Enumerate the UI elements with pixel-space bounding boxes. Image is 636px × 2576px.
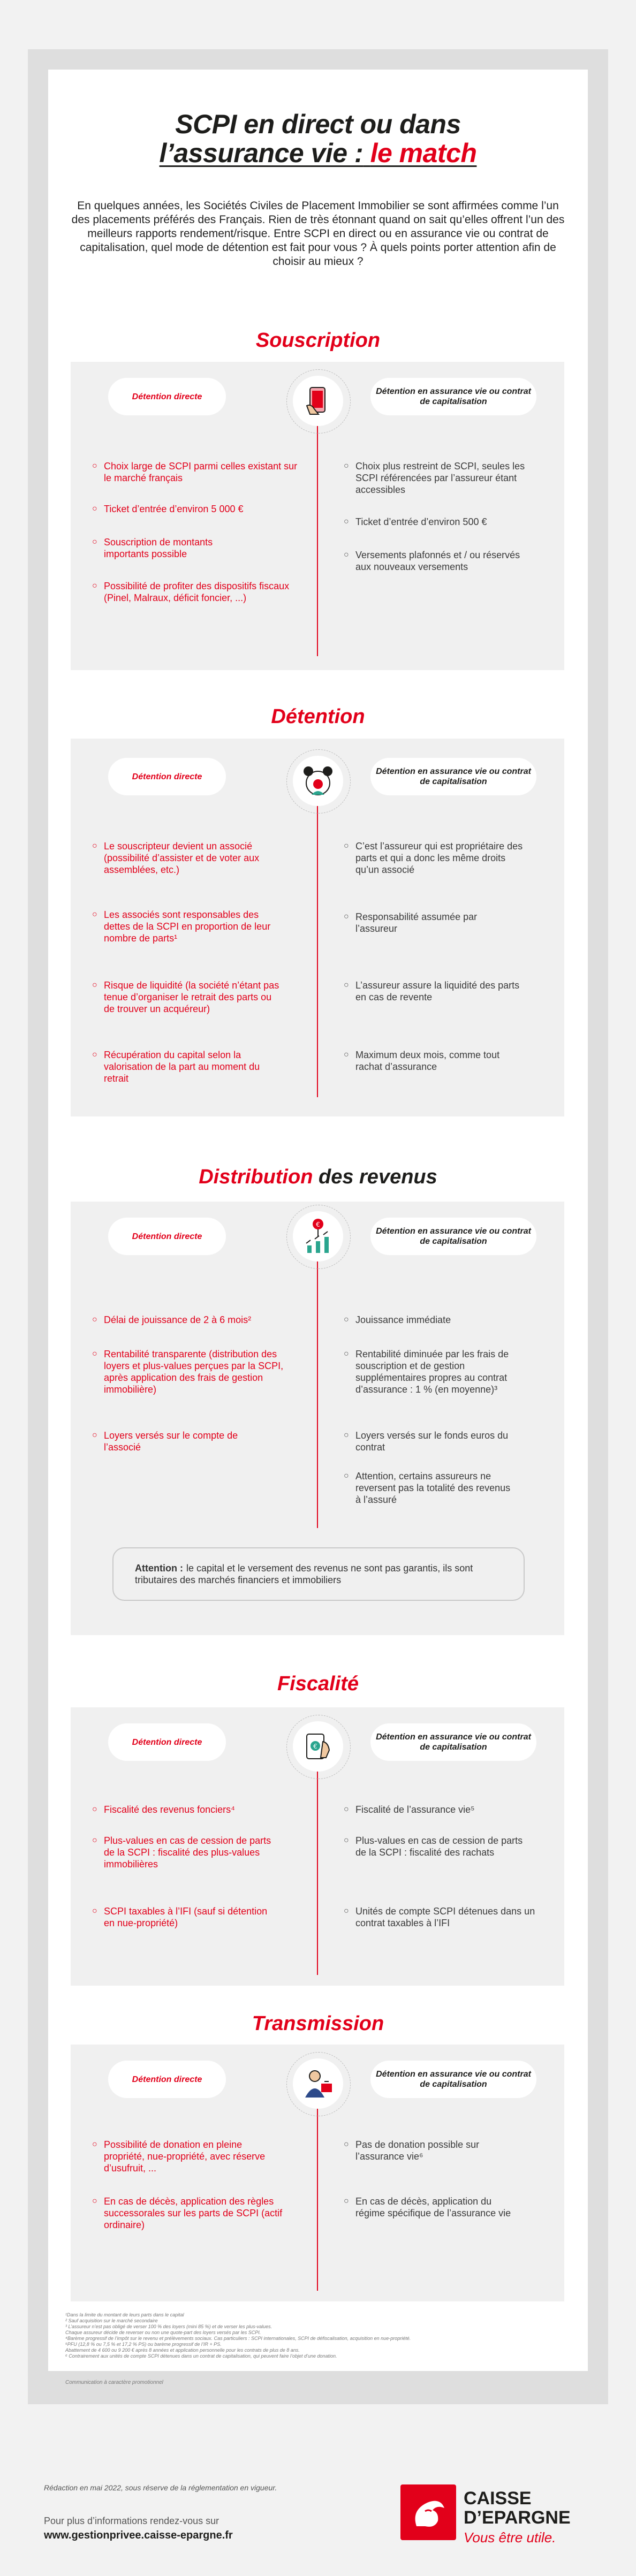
section-title-distribution: Distribution des revenus [199,1166,437,1188]
heir-icon [293,2058,343,2109]
list-item: ○ Fiscalité des revenus fonciers⁴ [92,1804,235,1815]
list-item: ○ Maximum deux mois, comme tout rachat d’assurance [344,1050,500,1072]
list-item: ○ Choix large de SCPI parmi celles existant sur le marché français [92,461,298,483]
list-item: ○ En cas de décès, application du régime spécifique de l’assurance vie [344,2196,511,2218]
label-assurance: Détention en assurance vie ou contrat de capitalisation [370,1218,536,1255]
list-item: ○ Rentabilité diminuée par les frais de souscription et de gestion supplémentaires propres au contrat d’assurance : 1 % (en moyenne)³ [344,1349,509,1395]
list-item: ○ Attention, certains assureurs ne reversent pas la totalité des revenus à l’assuré [344,1471,511,1505]
list-item: ○ Risque de liquidité (la société n’étant pas tenue d’organiser le retrait des parts ou de trouver un acquéreur) [92,980,279,1014]
more-info-text: Pour plus d’informations rendez-vous sur [44,2516,219,2526]
list-item: ○ Rentabilité transparente (distribution des loyers et plus-values perçues par la SCPI, après application des frais de gestion immobilière) [92,1349,284,1395]
list-item: ○ Souscription de montants importants possible [92,537,213,559]
divider-line [317,2103,318,2291]
website-link[interactable]: www.gestionprivee.caisse-epargne.fr [44,2529,233,2541]
brand-name: CAISSE D’EPARGNE [464,2488,571,2528]
page-title [48,110,588,168]
list-item: ○ Récupération du capital selon la valorisation de la part au moment du retrait [92,1050,260,1084]
label-assurance: Détention en assurance vie ou contrat de capitalisation [370,378,536,415]
section-title-transmission: Transmission [252,2012,384,2035]
label-direct: Détention directe [108,1723,226,1761]
label-direct: Détention directe [108,2061,226,2098]
svg-text:€: € [316,1221,320,1228]
label-assurance: Détention en assurance vie ou contrat de capitalisation [370,2061,536,2098]
section-title-souscription: Souscription [255,329,381,352]
divider-line [317,1766,318,1975]
list-item: ○ Responsabilité assumée par l’assureur [344,911,478,934]
section-souscription [71,362,564,670]
title-line-1: SCPI en direct ou dans [175,109,461,139]
divider-line [317,797,318,1097]
label-assurance: Détention en assurance vie ou contrat de capitalisation [370,758,536,795]
list-item: ○ Plus-values en cas de cession de parts de la SCPI : fiscalité des rachats [344,1835,523,1858]
list-item: ○ Loyers versés sur le compte de l’associé [92,1430,238,1453]
list-item: ○ Pas de donation possible sur l’assurance vie⁶ [344,2139,480,2162]
svg-text:€: € [313,1743,317,1750]
phone-icon [293,376,343,426]
tablet-euro-icon [293,1721,343,1772]
section-fiscalite [71,1707,564,1986]
list-item: ○ Versements plafonnés et / ou réservés aux nouveaux versements [344,550,520,572]
title-highlight: le match [370,138,477,168]
divider-line [317,421,318,656]
people-icon [293,756,343,806]
section-distribution [71,1202,564,1635]
redaction-note: Rédaction en mai 2022, sous réserve de la réglementation en vigueur. [44,2483,277,2492]
list-item: ○ Possibilité de profiter des dispositifs fiscaux (Pinel, Malraux, déficit foncier, ...) [92,581,290,603]
section-title-fiscalite: Fiscalité [277,1673,359,1695]
footnotes: ¹Dans la limite du montant de leurs parts dans le capital ² Sauf acquisition sur le marché secondaire ³ L’assureur n’est pas obligé de verser 100 % des loyers (mini 85 %) et de verser les plus-values. Chaque assureur décide de reverser ou non une quote-part des loyers versés par les SCPI. ⁴Barème progressif de l’impôt sur le revenu et prélèvements sociaux. Cas particuliers : SCPI internationales, SCPI de défiscalisation, acquisition en nue-propriété. ⁵PFU (12,8 % ou 7,5 % et 17,2 % PS) ou barème progressif de l’IR + PS. Abattement de 4 600 ou 9 200 € après 8 années et application personnelle pour les contrats de plus de 8 ans. ⁶ Contrairement aux unités de compte SCPI détenues dans un contrat de capitalisation, qui peuvent faire l’objet d’une donation. [65,2312,411,2359]
growth-icon [293,1211,343,1262]
list-item: ○ L’assureur assure la liquidité des parts en cas de revente [344,980,520,1002]
section-detention [71,739,564,1116]
list-item: ○ Unités de compte SCPI détenues dans un contrat taxables à l’IFI [344,1906,535,1928]
title-line-2: l’assurance vie : le match [159,138,477,168]
list-item: ○ Le souscripteur devient un associé (possibilité d’assister et de voter aux assemblées, etc.) [92,841,260,875]
list-item: ○ Plus-values en cas de cession de parts de la SCPI : fiscalité des plus-values immobilières [92,1835,271,1870]
label-direct: Détention directe [108,1218,226,1255]
promo-note: Communication à caractère promotionnel [65,2380,163,2385]
section-transmission [71,2045,564,2301]
list-item: ○ Les associés sont responsables des dettes de la SCPI en proportion de leur nombre de parts¹ [92,909,271,944]
list-item: ○ Ticket d’entrée d’environ 500 € [344,516,487,527]
label-direct: Détention directe [108,378,226,415]
list-item: ○ Jouissance immédiate [344,1314,451,1325]
list-item: ○ Loyers versés sur le fonds euros du contrat [344,1430,509,1453]
label-direct: Détention directe [108,758,226,795]
list-item: ○ Délai de jouissance de 2 à 6 mois² [92,1314,252,1325]
section-title-detention: Détention [271,705,365,728]
list-item: ○ Choix plus restreint de SCPI, seules les SCPI référencées par l’assureur étant accessibles [344,461,525,495]
brand-tagline: Vous être utile. [464,2529,556,2545]
list-item: ○ C’est l’assureur qui est propriétaire des parts et qui a donc les même droits qu’un associé [344,841,523,875]
attention-box: Attention : le capital et le versement des revenus ne sont pas garantis, ils sont tributaires des marchés financiers et immobiliers [112,1547,525,1601]
list-item: ○ SCPI taxables à l’IFI (sauf si détention en nue-propriété) [92,1906,268,1928]
divider-line [317,1260,318,1528]
list-item: ○ En cas de décès, application des règles successorales sur les parts de SCPI (actif ordinaire) [92,2196,283,2230]
list-item: ○ Fiscalité de l’assurance vie⁵ [344,1804,475,1815]
list-item: ○ Ticket d’entrée d’environ 5 000 € [92,504,244,514]
squirrel-logo-icon [400,2484,456,2540]
list-item: ○ Possibilité de donation en pleine propriété, nue-propriété, avec réserve d’usufruit, ... [92,2139,266,2174]
intro-paragraph: En quelques années, les Sociétés Civiles de Placement Immobilier se sont affirmées comme l’un des placements préférés des Français. Rien de très étonnant quand on sait qu’elles offrent l’un des meilleurs rapports rendement/risque. Entre SCPI en direct ou en assurance vie ou contrat de capitalisation, quel mode de détention est fait pour vous ? À quels points porter attention afin de choisir au mieux ? [71,200,565,268]
label-assurance: Détention en assurance vie ou contrat de capitalisation [370,1723,536,1761]
